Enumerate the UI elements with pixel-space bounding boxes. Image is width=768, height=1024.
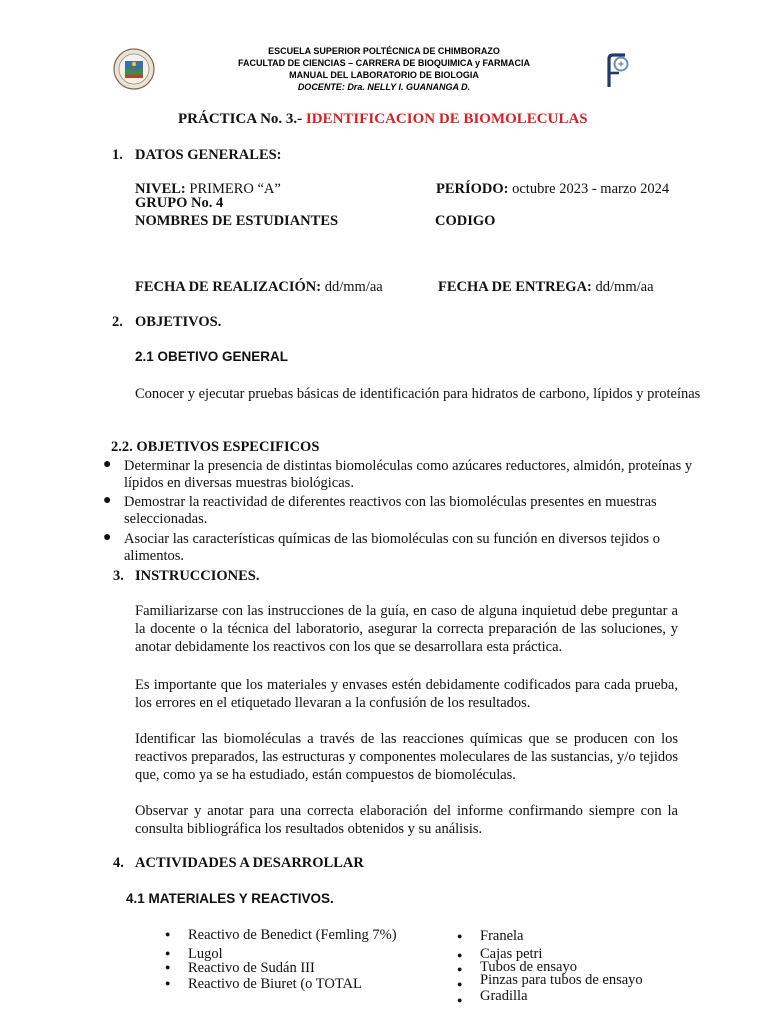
list-item: Reactivo de Biuret (o TOTAL [188,976,362,992]
specific-objectives-heading: 2.2. OBJETIVOS ESPECIFICOS [111,439,320,455]
header-school: ESCUELA SUPERIOR POLTÉCNICA DE CHIMBORAZO [268,46,500,56]
nivel-value: PRIMERO “A” [189,181,281,197]
bullet-icon: ● [165,978,171,988]
bullet-icon: ● [165,929,171,939]
list-item: Tubos de ensayo [480,959,577,975]
bullet-icon: ● [457,995,463,1005]
periodo-label: PERÍODO: [436,181,509,197]
grupo-line: GRUPO No. 4 [135,195,224,211]
fecha-realizacion-value: dd/mm/aa [324,279,383,295]
general-objective-heading: 2.1 OBETIVO GENERAL [135,349,289,364]
section-4-number: 4. [113,855,124,871]
nivel-label: NIVEL: [135,181,186,197]
section-2-heading: OBJETIVOS. [135,314,222,330]
instructions-paragraph: Identificar las biomoléculas a través de las reacciones químicas que se producen con los reactivos preparados, las estructuras y componentes moleculares de las sustancias, y/o tejidos que, como ya se ha estudiado, están compuestos de biomoléculas. [135,731,678,783]
instructions-paragraph: Es importante que los materiales y envases estén debidamente codificados para cada prueba, los errores en el etiquetado llevaran a la confusión de los resultados. [135,677,678,711]
bullet-icon: ● [103,530,112,545]
page-title [178,111,588,128]
fecha-entrega-value: dd/mm/aa [595,279,654,295]
codigo-label: CODIGO [435,213,496,229]
periodo-line [436,180,669,198]
instructions-paragraph: Observar y anotar para una correcta elaboración del informe confirmando siempre con la consulta bibliográfica los resultados obtenidos y su análisis. [135,803,678,837]
list-item: Pinzas para tubos de ensayo [480,972,643,988]
nombres-label: NOMBRES DE ESTUDIANTES [135,213,339,229]
section-3-number: 3. [113,568,124,584]
fecha-realizacion-line [135,278,383,296]
bullet-icon: ● [457,979,463,989]
header-manual: MANUAL DEL LABORATORIO DE BIOLOGIA [289,70,479,80]
materials-heading: 4.1 MATERIALES Y REACTIVOS. [126,891,334,906]
list-item: Lugol [188,946,223,962]
section-2-number: 2. [112,314,123,330]
instructions-paragraph: Familiarizarse con las instrucciones de la guía, en caso de alguna inquietud debe preguntar a la docente o la técnica del laboratorio, asegurar la correcta preparación de las soluciones, y anotar debidamente los reactivos con los que se desarrollara esta práctica. [135,603,678,655]
fecha-entrega-label: FECHA DE ENTREGA: [438,279,592,295]
title-prefix: PRÁCTICA No. 3.- [178,111,303,127]
bullet-icon: ● [165,962,171,972]
list-item: Gradilla [480,988,528,1004]
header-faculty: FACULTAD DE CIENCIAS – CARRERA DE BIOQUIMICA y FARMACIA [237,58,530,68]
section-1-heading: DATOS GENERALES: [135,147,282,163]
section-3-heading: INSTRUCCIONES. [135,568,260,584]
title-highlight: IDENTIFICACION DE BIOMOLECULAS [305,111,588,127]
section-1-number: 1. [112,147,123,163]
list-item: Cajas petri [480,946,543,962]
fecha-entrega-line [438,278,654,296]
list-item: Reactivo de Benedict (Femling 7%) [188,927,397,943]
bullet-icon: ● [165,948,171,958]
bullet-icon: ● [457,964,463,974]
bullet-icon: ● [103,457,112,472]
header-teacher: DOCENTE: Dra. NELLY I. GUANANGA D. [297,82,471,92]
periodo-value: octubre 2023 - marzo 2024 [512,181,670,197]
general-objective-text: Conocer y ejecutar pruebas básicas de identificación para hidratos de carbono, lípidos y proteínas [135,386,701,402]
bullet-icon: ● [103,493,112,508]
list-item: Franela [480,928,524,944]
section-4-heading: ACTIVIDADES A DESARROLLAR [135,855,364,871]
list-item: Asociar las características químicas de las biomoléculas con su función en diversos tejidos o alimentos. [124,531,660,564]
fecha-realizacion-label: FECHA DE REALIZACIÓN: [135,279,322,295]
list-item: Determinar la presencia de distintas biomoléculas como azúcares reductores, almidón, proteínas y lípidos en diversas muestras biológicas. [124,458,693,491]
list-item: Reactivo de Sudán III [188,960,315,976]
list-item: Demostrar la reactividad de diferentes reactivos con las biomoléculas presentes en muestras seleccionadas. [124,494,657,527]
bullet-icon: ● [457,931,463,941]
bullet-icon: ● [457,950,463,960]
